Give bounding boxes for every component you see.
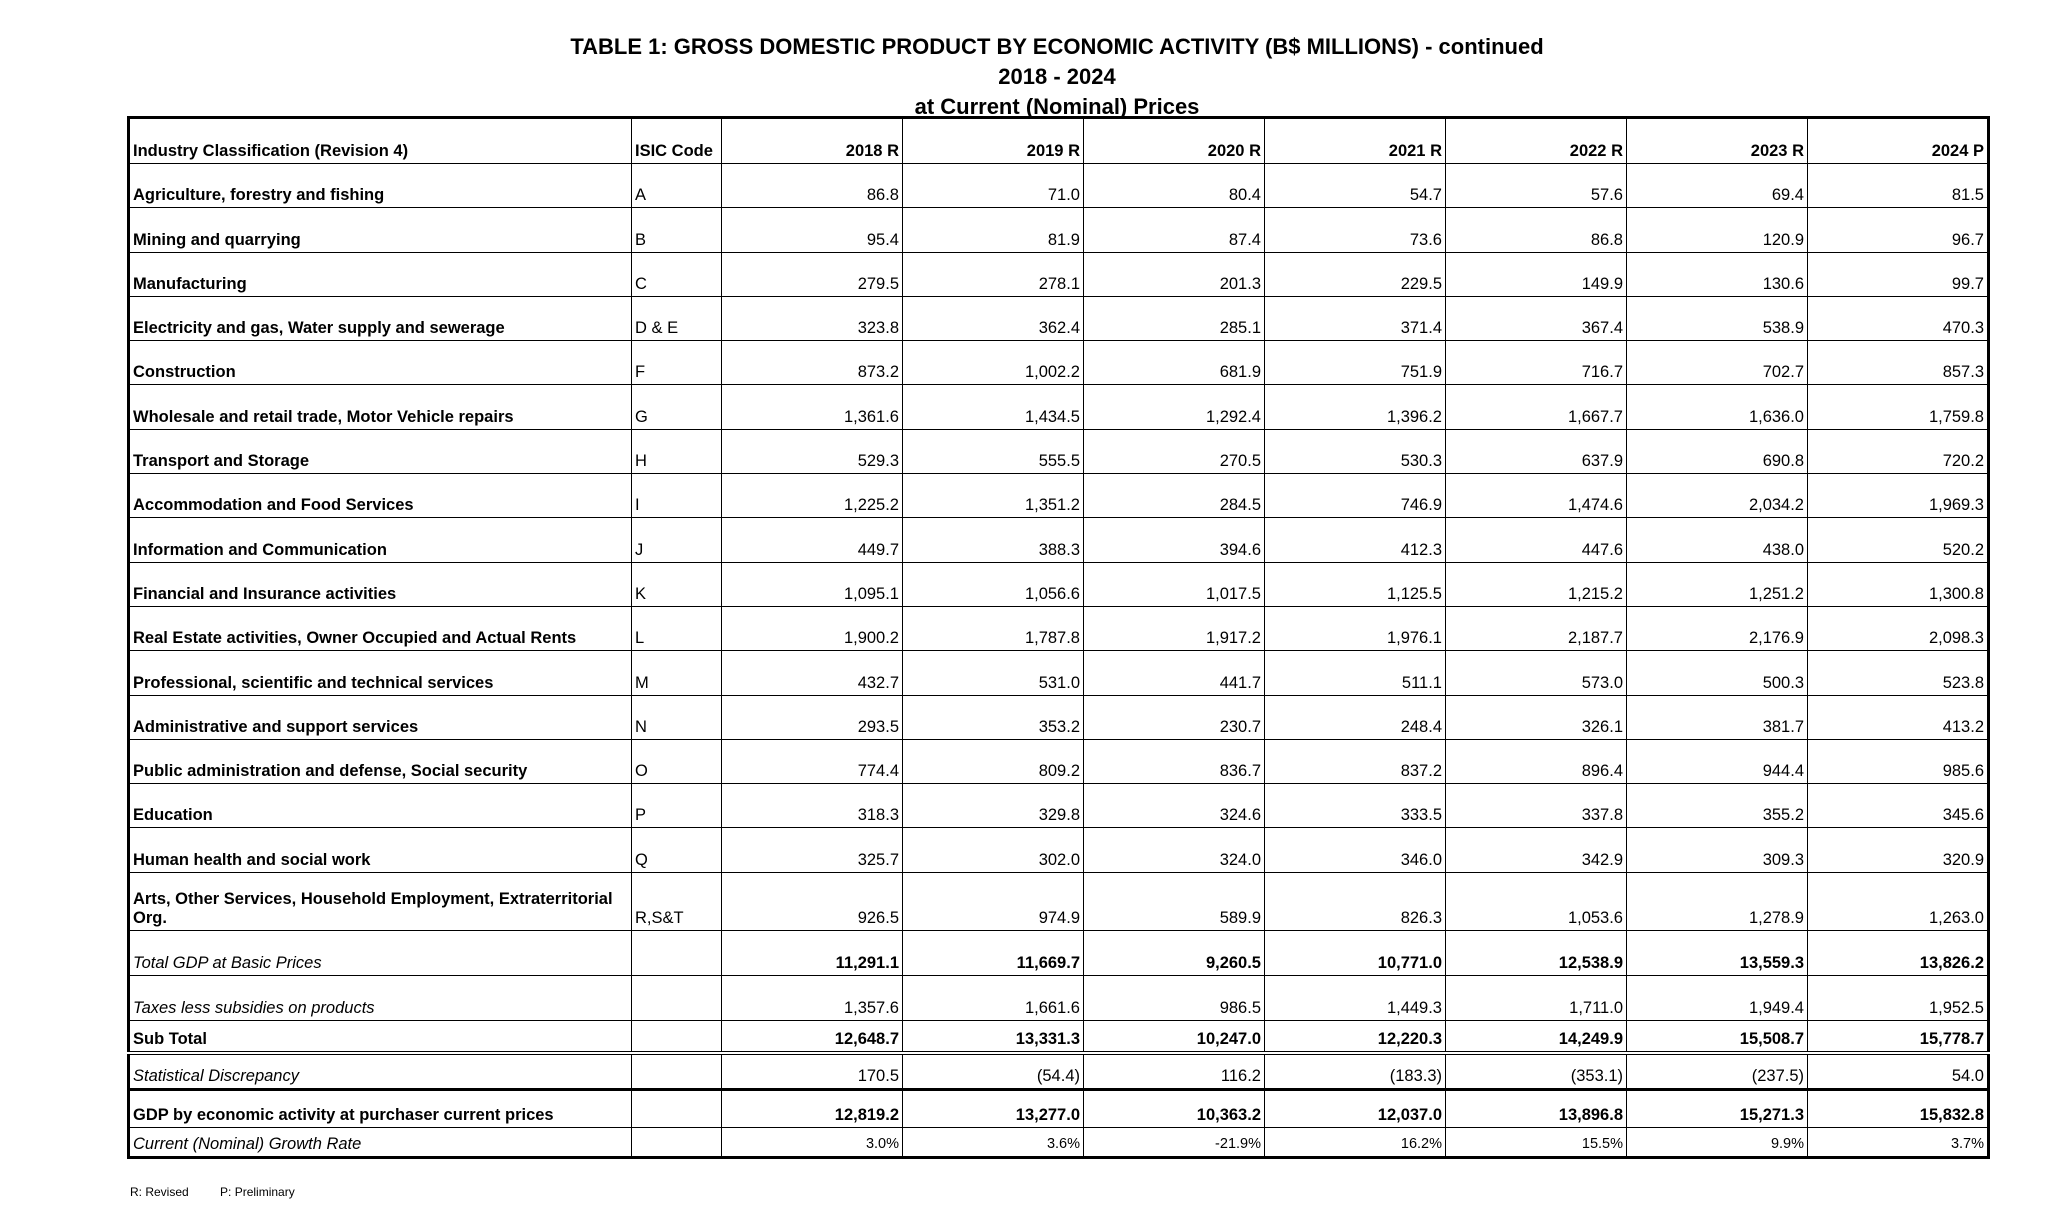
row-label: Accommodation and Food Services xyxy=(129,474,632,518)
isic-code: Q xyxy=(632,828,722,872)
gdp-table xyxy=(127,116,1990,1159)
value-cell: 285.1 xyxy=(1084,296,1265,340)
value-cell: 248.4 xyxy=(1265,695,1446,739)
value-cell: 470.3 xyxy=(1808,296,1989,340)
gdp-purchaser-row xyxy=(129,1089,1989,1127)
value-cell: 11,291.1 xyxy=(722,930,903,975)
value-cell: 720.2 xyxy=(1808,429,1989,473)
value-cell: 441.7 xyxy=(1084,651,1265,695)
value-cell: 278.1 xyxy=(903,252,1084,296)
value-cell: 15,508.7 xyxy=(1627,1020,1808,1053)
value-cell: 511.1 xyxy=(1265,651,1446,695)
taxes-row xyxy=(129,975,1989,1020)
row-label: Current (Nominal) Growth Rate xyxy=(129,1127,632,1157)
value-cell: 86.8 xyxy=(1446,208,1627,252)
isic-code: J xyxy=(632,518,722,562)
value-cell: 1,225.2 xyxy=(722,474,903,518)
value-cell: 413.2 xyxy=(1808,695,1989,739)
isic-code: I xyxy=(632,474,722,518)
value-cell: 2,187.7 xyxy=(1446,606,1627,650)
table-price-basis: at Current (Nominal) Prices xyxy=(914,94,1200,119)
value-cell: 9.9% xyxy=(1627,1127,1808,1157)
isic-code: G xyxy=(632,385,722,429)
value-cell: 16.2% xyxy=(1265,1127,1446,1157)
value-cell: 11,669.7 xyxy=(903,930,1084,975)
value-cell: 326.1 xyxy=(1446,695,1627,739)
row-label: Statistical Discrepancy xyxy=(129,1053,632,1089)
value-cell: 837.2 xyxy=(1265,739,1446,783)
value-cell: 637.9 xyxy=(1446,429,1627,473)
discrepancy-row xyxy=(129,1053,1989,1089)
value-cell: 1,292.4 xyxy=(1084,385,1265,429)
value-cell: 1,787.8 xyxy=(903,606,1084,650)
value-cell: 3.7% xyxy=(1808,1127,1989,1157)
value-cell: 1,636.0 xyxy=(1627,385,1808,429)
value-cell: 538.9 xyxy=(1627,296,1808,340)
value-cell: 15.5% xyxy=(1446,1127,1627,1157)
row-label: Manufacturing xyxy=(129,252,632,296)
row-label: Sub Total xyxy=(129,1020,632,1053)
header-row xyxy=(129,118,1989,164)
value-cell: -21.9% xyxy=(1084,1127,1265,1157)
value-cell: 96.7 xyxy=(1808,208,1989,252)
value-cell: 873.2 xyxy=(722,341,903,385)
value-cell: 73.6 xyxy=(1265,208,1446,252)
value-cell: 1,976.1 xyxy=(1265,606,1446,650)
value-cell: (237.5) xyxy=(1627,1053,1808,1089)
value-cell: 1,396.2 xyxy=(1265,385,1446,429)
isic-code: H xyxy=(632,429,722,473)
value-cell: 362.4 xyxy=(903,296,1084,340)
value-cell: 1,759.8 xyxy=(1808,385,1989,429)
value-cell: 986.5 xyxy=(1084,975,1265,1020)
row-label: Construction xyxy=(129,341,632,385)
value-cell: 367.4 xyxy=(1446,296,1627,340)
value-cell: 500.3 xyxy=(1627,651,1808,695)
value-cell: 1,002.2 xyxy=(903,341,1084,385)
value-cell: 836.7 xyxy=(1084,739,1265,783)
isic-code: R,S&T xyxy=(632,872,722,930)
value-cell: 985.6 xyxy=(1808,739,1989,783)
value-cell: 201.3 xyxy=(1084,252,1265,296)
header-year: 2023 R xyxy=(1627,118,1808,164)
value-cell: 342.9 xyxy=(1446,828,1627,872)
value-cell: 149.9 xyxy=(1446,252,1627,296)
value-cell: 1,711.0 xyxy=(1446,975,1627,1020)
value-cell: 896.4 xyxy=(1446,739,1627,783)
value-cell: 69.4 xyxy=(1627,164,1808,208)
isic-code xyxy=(632,1089,722,1127)
header-year: 2019 R xyxy=(903,118,1084,164)
row-label: Wholesale and retail trade, Motor Vehicle repairs xyxy=(129,385,632,429)
value-cell: 54.7 xyxy=(1265,164,1446,208)
row-label: Education xyxy=(129,784,632,828)
value-cell: 9,260.5 xyxy=(1084,930,1265,975)
value-cell: 1,434.5 xyxy=(903,385,1084,429)
value-cell: 826.3 xyxy=(1265,872,1446,930)
industry-row xyxy=(129,296,1989,340)
value-cell: 774.4 xyxy=(722,739,903,783)
value-cell: 1,667.7 xyxy=(1446,385,1627,429)
value-cell: 690.8 xyxy=(1627,429,1808,473)
table-year-range: 2018 - 2024 xyxy=(998,64,1116,89)
value-cell: 13,559.3 xyxy=(1627,930,1808,975)
isic-code: C xyxy=(632,252,722,296)
value-cell: 13,331.3 xyxy=(903,1020,1084,1053)
value-cell: 12,648.7 xyxy=(722,1020,903,1053)
value-cell: 1,263.0 xyxy=(1808,872,1989,930)
industry-row xyxy=(129,252,1989,296)
value-cell: 1,969.3 xyxy=(1808,474,1989,518)
value-cell: 120.9 xyxy=(1627,208,1808,252)
value-cell: 1,278.9 xyxy=(1627,872,1808,930)
row-label: Information and Communication xyxy=(129,518,632,562)
value-cell: 329.8 xyxy=(903,784,1084,828)
value-cell: 87.4 xyxy=(1084,208,1265,252)
value-cell: 412.3 xyxy=(1265,518,1446,562)
industry-row xyxy=(129,828,1989,872)
value-cell: 1,357.6 xyxy=(722,975,903,1020)
value-cell: 229.5 xyxy=(1265,252,1446,296)
value-cell: 323.8 xyxy=(722,296,903,340)
value-cell: 355.2 xyxy=(1627,784,1808,828)
isic-code xyxy=(632,975,722,1020)
value-cell: 10,247.0 xyxy=(1084,1020,1265,1053)
value-cell: 926.5 xyxy=(722,872,903,930)
value-cell: 12,538.9 xyxy=(1446,930,1627,975)
isic-code: N xyxy=(632,695,722,739)
value-cell: 86.8 xyxy=(722,164,903,208)
value-cell: 1,251.2 xyxy=(1627,562,1808,606)
isic-code: K xyxy=(632,562,722,606)
value-cell: 15,778.7 xyxy=(1808,1020,1989,1053)
value-cell: 12,819.2 xyxy=(722,1089,903,1127)
value-cell: 2,098.3 xyxy=(1808,606,1989,650)
value-cell: 170.5 xyxy=(722,1053,903,1089)
value-cell: 325.7 xyxy=(722,828,903,872)
value-cell: 116.2 xyxy=(1084,1053,1265,1089)
isic-code: A xyxy=(632,164,722,208)
row-label: Real Estate activities, Owner Occupied and Actual Rents xyxy=(129,606,632,650)
value-cell: 1,661.6 xyxy=(903,975,1084,1020)
value-cell: 81.9 xyxy=(903,208,1084,252)
value-cell: (54.4) xyxy=(903,1053,1084,1089)
value-cell: 1,017.5 xyxy=(1084,562,1265,606)
value-cell: 388.3 xyxy=(903,518,1084,562)
isic-code xyxy=(632,1053,722,1089)
row-label: Transport and Storage xyxy=(129,429,632,473)
value-cell: 15,271.3 xyxy=(1627,1089,1808,1127)
footnote-preliminary: P: Preliminary xyxy=(220,1185,295,1199)
industry-row xyxy=(129,385,1989,429)
value-cell: 71.0 xyxy=(903,164,1084,208)
value-cell: 809.2 xyxy=(903,739,1084,783)
value-cell: 12,220.3 xyxy=(1265,1020,1446,1053)
value-cell: 279.5 xyxy=(722,252,903,296)
row-label: GDP by economic activity at purchaser current prices xyxy=(129,1089,632,1127)
value-cell: 10,771.0 xyxy=(1265,930,1446,975)
isic-code: L xyxy=(632,606,722,650)
value-cell: 751.9 xyxy=(1265,341,1446,385)
value-cell: 371.4 xyxy=(1265,296,1446,340)
value-cell: 857.3 xyxy=(1808,341,1989,385)
value-cell: 130.6 xyxy=(1627,252,1808,296)
row-label: Mining and quarrying xyxy=(129,208,632,252)
isic-code xyxy=(632,1127,722,1157)
industry-row xyxy=(129,872,1989,930)
value-cell: 1,053.6 xyxy=(1446,872,1627,930)
value-cell: 13,277.0 xyxy=(903,1089,1084,1127)
value-cell: 2,176.9 xyxy=(1627,606,1808,650)
industry-row xyxy=(129,562,1989,606)
isic-code: D & E xyxy=(632,296,722,340)
table-title: TABLE 1: GROSS DOMESTIC PRODUCT BY ECONOMIC ACTIVITY (B$ MILLIONS) - continued xyxy=(570,34,1544,59)
value-cell: 302.0 xyxy=(903,828,1084,872)
value-cell: 1,917.2 xyxy=(1084,606,1265,650)
industry-row xyxy=(129,518,1989,562)
industry-row xyxy=(129,784,1989,828)
footnotes xyxy=(130,1185,323,1199)
value-cell: 1,056.6 xyxy=(903,562,1084,606)
value-cell: 230.7 xyxy=(1084,695,1265,739)
value-cell: 449.7 xyxy=(722,518,903,562)
value-cell: 318.3 xyxy=(722,784,903,828)
industry-row xyxy=(129,651,1989,695)
value-cell: 1,900.2 xyxy=(722,606,903,650)
value-cell: 746.9 xyxy=(1265,474,1446,518)
value-cell: 324.0 xyxy=(1084,828,1265,872)
header-year: 2018 R xyxy=(722,118,903,164)
value-cell: 1,949.4 xyxy=(1627,975,1808,1020)
value-cell: 716.7 xyxy=(1446,341,1627,385)
value-cell: 1,125.5 xyxy=(1265,562,1446,606)
value-cell: 1,361.6 xyxy=(722,385,903,429)
value-cell: 346.0 xyxy=(1265,828,1446,872)
header-industry: Industry Classification (Revision 4) xyxy=(129,118,632,164)
industry-row xyxy=(129,341,1989,385)
row-label: Administrative and support services xyxy=(129,695,632,739)
row-label: Arts, Other Services, Household Employment, Extraterritorial Org. xyxy=(129,872,632,930)
value-cell: 1,095.1 xyxy=(722,562,903,606)
isic-code xyxy=(632,1020,722,1053)
value-cell: 589.9 xyxy=(1084,872,1265,930)
value-cell: 529.3 xyxy=(722,429,903,473)
value-cell: 270.5 xyxy=(1084,429,1265,473)
value-cell: (353.1) xyxy=(1446,1053,1627,1089)
row-label: Public administration and defense, Social security xyxy=(129,739,632,783)
value-cell: 95.4 xyxy=(722,208,903,252)
isic-code: B xyxy=(632,208,722,252)
value-cell: 1,474.6 xyxy=(1446,474,1627,518)
table-title-block xyxy=(127,32,1987,122)
value-cell: 337.8 xyxy=(1446,784,1627,828)
isic-code: P xyxy=(632,784,722,828)
value-cell: 57.6 xyxy=(1446,164,1627,208)
value-cell: 10,363.2 xyxy=(1084,1089,1265,1127)
value-cell: 1,300.8 xyxy=(1808,562,1989,606)
value-cell: 80.4 xyxy=(1084,164,1265,208)
value-cell: 320.9 xyxy=(1808,828,1989,872)
value-cell: 13,896.8 xyxy=(1446,1089,1627,1127)
row-label: Agriculture, forestry and fishing xyxy=(129,164,632,208)
value-cell: 12,037.0 xyxy=(1265,1089,1446,1127)
isic-code: O xyxy=(632,739,722,783)
value-cell: 530.3 xyxy=(1265,429,1446,473)
header-year: 2020 R xyxy=(1084,118,1265,164)
header-year: 2024 P xyxy=(1808,118,1989,164)
total-basic-row xyxy=(129,930,1989,975)
value-cell: 394.6 xyxy=(1084,518,1265,562)
industry-row xyxy=(129,606,1989,650)
value-cell: 520.2 xyxy=(1808,518,1989,562)
header-year: 2022 R xyxy=(1446,118,1627,164)
industry-row xyxy=(129,429,1989,473)
value-cell: 555.5 xyxy=(903,429,1084,473)
value-cell: 54.0 xyxy=(1808,1053,1989,1089)
row-label: Total GDP at Basic Prices xyxy=(129,930,632,975)
value-cell: 702.7 xyxy=(1627,341,1808,385)
isic-code: M xyxy=(632,651,722,695)
row-label: Electricity and gas, Water supply and sewerage xyxy=(129,296,632,340)
value-cell: 974.9 xyxy=(903,872,1084,930)
value-cell: 353.2 xyxy=(903,695,1084,739)
value-cell: 2,034.2 xyxy=(1627,474,1808,518)
value-cell: (183.3) xyxy=(1265,1053,1446,1089)
value-cell: 1,351.2 xyxy=(903,474,1084,518)
value-cell: 345.6 xyxy=(1808,784,1989,828)
value-cell: 944.4 xyxy=(1627,739,1808,783)
industry-row xyxy=(129,474,1989,518)
value-cell: 333.5 xyxy=(1265,784,1446,828)
value-cell: 1,215.2 xyxy=(1446,562,1627,606)
value-cell: 99.7 xyxy=(1808,252,1989,296)
industry-row xyxy=(129,208,1989,252)
value-cell: 13,826.2 xyxy=(1808,930,1989,975)
value-cell: 3.6% xyxy=(903,1127,1084,1157)
header-isic-code: ISIC Code xyxy=(632,118,722,164)
footnote-revised: R: Revised xyxy=(130,1185,189,1199)
row-label: Taxes less subsidies on products xyxy=(129,975,632,1020)
value-cell: 438.0 xyxy=(1627,518,1808,562)
value-cell: 573.0 xyxy=(1446,651,1627,695)
value-cell: 1,449.3 xyxy=(1265,975,1446,1020)
value-cell: 309.3 xyxy=(1627,828,1808,872)
industry-row xyxy=(129,695,1989,739)
value-cell: 381.7 xyxy=(1627,695,1808,739)
row-label: Professional, scientific and technical services xyxy=(129,651,632,695)
value-cell: 681.9 xyxy=(1084,341,1265,385)
value-cell: 293.5 xyxy=(722,695,903,739)
value-cell: 14,249.9 xyxy=(1446,1020,1627,1053)
isic-code: F xyxy=(632,341,722,385)
value-cell: 15,832.8 xyxy=(1808,1089,1989,1127)
value-cell: 324.6 xyxy=(1084,784,1265,828)
subtotal-row xyxy=(129,1020,1989,1053)
value-cell: 523.8 xyxy=(1808,651,1989,695)
value-cell: 447.6 xyxy=(1446,518,1627,562)
value-cell: 81.5 xyxy=(1808,164,1989,208)
value-cell: 432.7 xyxy=(722,651,903,695)
isic-code xyxy=(632,930,722,975)
header-year: 2021 R xyxy=(1265,118,1446,164)
industry-row xyxy=(129,164,1989,208)
value-cell: 1,952.5 xyxy=(1808,975,1989,1020)
growth-rate-row xyxy=(129,1127,1989,1157)
row-label: Human health and social work xyxy=(129,828,632,872)
industry-row xyxy=(129,739,1989,783)
value-cell: 284.5 xyxy=(1084,474,1265,518)
value-cell: 3.0% xyxy=(722,1127,903,1157)
row-label: Financial and Insurance activities xyxy=(129,562,632,606)
value-cell: 531.0 xyxy=(903,651,1084,695)
